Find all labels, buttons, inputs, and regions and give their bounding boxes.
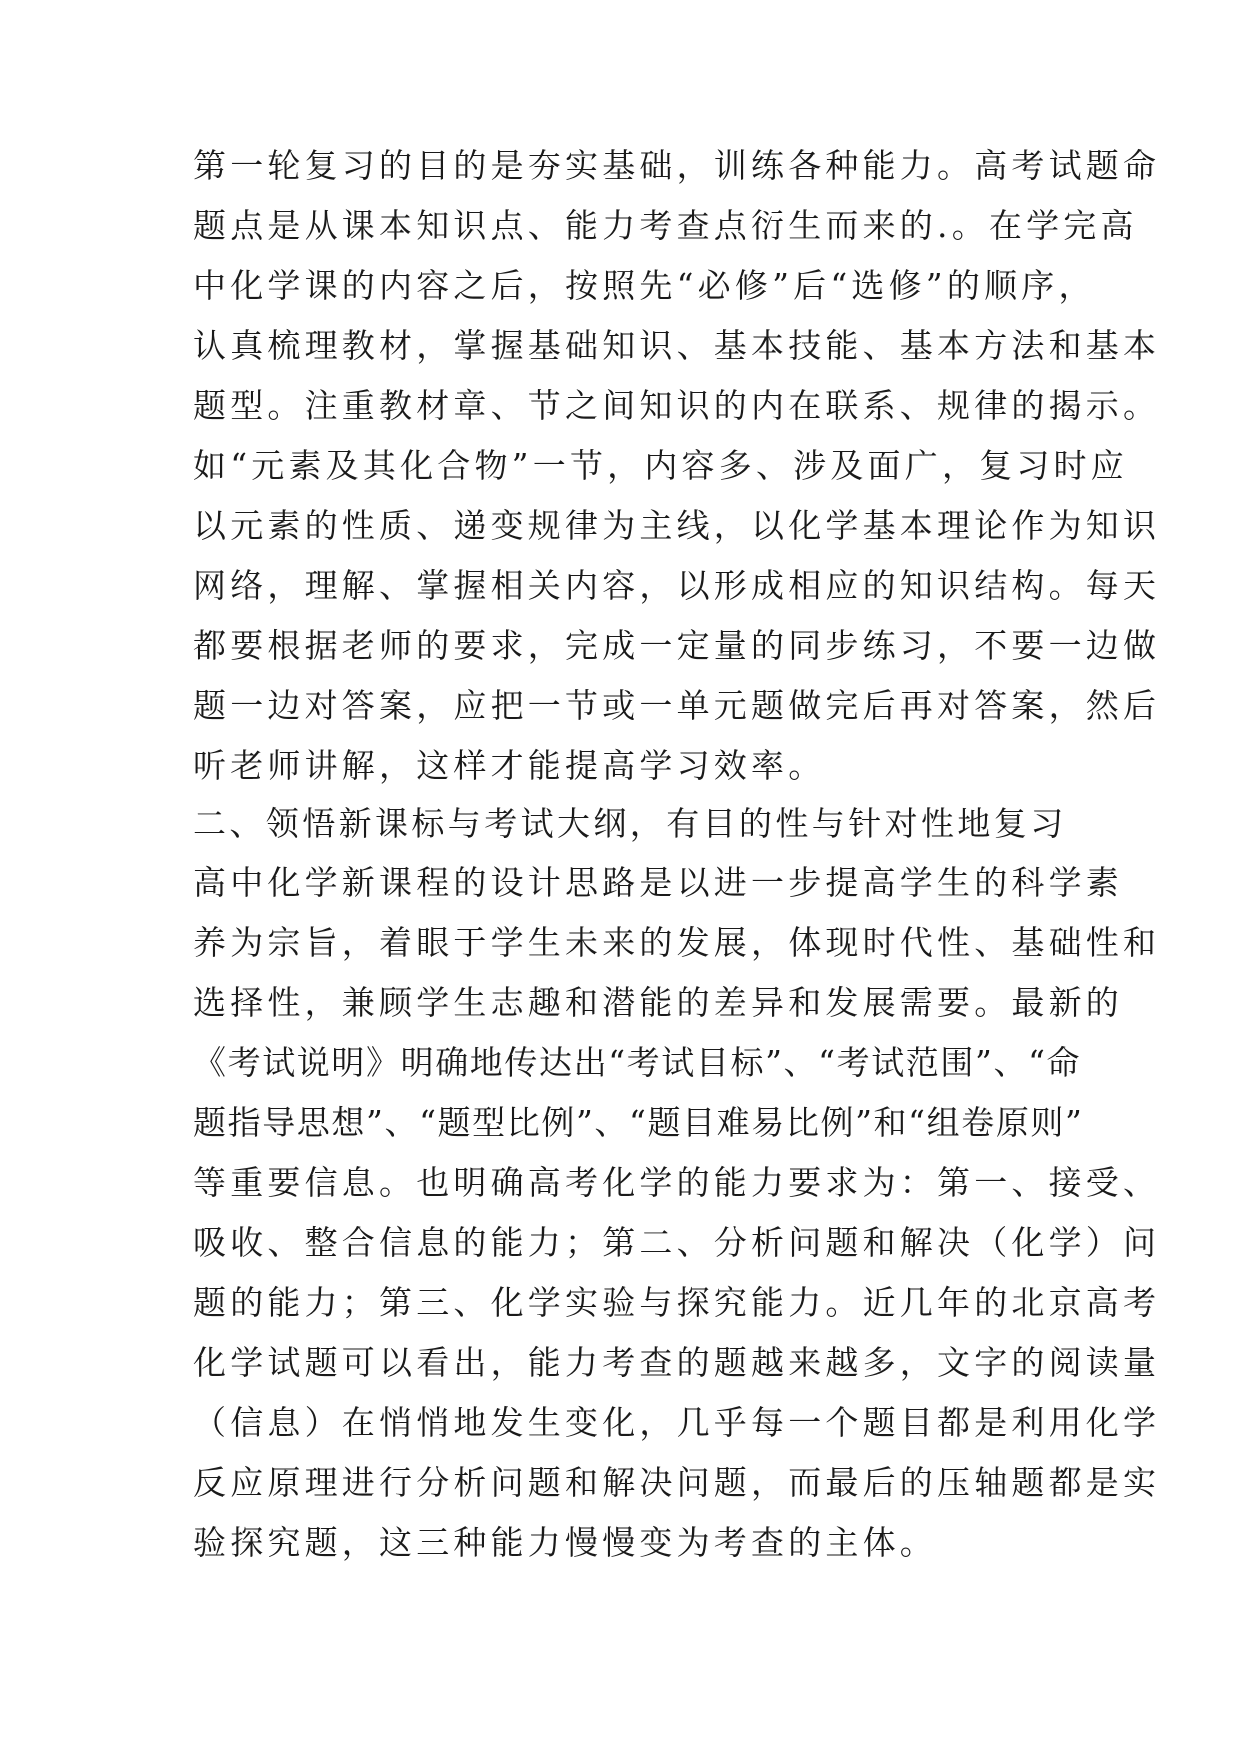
- paragraph-2-line-1: 高中化学新课程的设计思路是以进一步提高学生的科学素: [193, 863, 1123, 902]
- paragraph-2-line-5: 题指导思想”、“题型比例”、“题目难易比例”和“组卷原则”: [193, 1103, 1084, 1142]
- paragraph-1-line-5: 题型。注重教材章、节之间知识的内在联系、规律的揭示。: [193, 386, 1161, 425]
- paragraph-2-line-9: 化学试题可以看出，能力考查的题越来越多，文字的阅读量: [193, 1343, 1161, 1382]
- paragraph-2-line-4: 《考试说明》明确地传达出“考试目标”、“考试范围”、“命: [193, 1043, 1082, 1082]
- paragraph-1-line-2: 题点是从课本知识点、能力考查点衍生而来的.。在学完高: [193, 206, 1138, 245]
- paragraph-1-line-6: 如“元素及其化合物”一节，内容多、涉及面广，复习时应: [193, 446, 1128, 485]
- paragraph-1-line-4: 认真梳理教材，掌握基础知识、基本技能、基本方法和基本: [193, 326, 1161, 365]
- section-heading: 二、领悟新课标与考试大纲，有目的性与针对性地复习: [193, 804, 1067, 843]
- paragraph-1-line-8: 网络，理解、掌握相关内容，以形成相应的知识结构。每天: [193, 566, 1161, 605]
- paragraph-2-line-7: 吸收、整合信息的能力；第二、分析问题和解决（化学）问: [193, 1223, 1161, 1262]
- paragraph-2-line-6: 等重要信息。也明确高考化学的能力要求为：第一、接受、: [193, 1163, 1161, 1202]
- paragraph-1-line-11: 听老师讲解，这样才能提高学习效率。: [193, 746, 826, 785]
- paragraph-1-line-7: 以元素的性质、递变规律为主线，以化学基本理论作为知识: [193, 506, 1161, 545]
- paragraph-2-line-12: 验探究题，这三种能力慢慢变为考查的主体。: [193, 1523, 937, 1562]
- paragraph-1-line-1: 第一轮复习的目的是夯实基础，训练各种能力。高考试题命: [193, 146, 1161, 185]
- paragraph-2-line-11: 反应原理进行分析问题和解决问题，而最后的压轴题都是实: [193, 1463, 1161, 1502]
- paragraph-2-line-3: 选择性，兼顾学生志趣和潜能的差异和发展需要。最新的: [193, 983, 1123, 1022]
- paragraph-2-line-10: （信息）在悄悄地发生变化，几乎每一个题目都是利用化学: [193, 1403, 1161, 1442]
- paragraph-1-line-9: 都要根据老师的要求，完成一定量的同步练习，不要一边做: [193, 626, 1161, 665]
- paragraph-2-line-2: 养为宗旨，着眼于学生未来的发展，体现时代性、基础性和: [193, 923, 1161, 962]
- paragraph-1-line-10: 题一边对答案，应把一节或一单元题做完后再对答案，然后: [193, 686, 1161, 725]
- paragraph-2-line-8: 题的能力；第三、化学实验与探究能力。近几年的北京高考: [193, 1283, 1161, 1322]
- paragraph-1-line-3: 中化学课的内容之后，按照先“必修”后“选修”的顺序，: [193, 266, 1096, 305]
